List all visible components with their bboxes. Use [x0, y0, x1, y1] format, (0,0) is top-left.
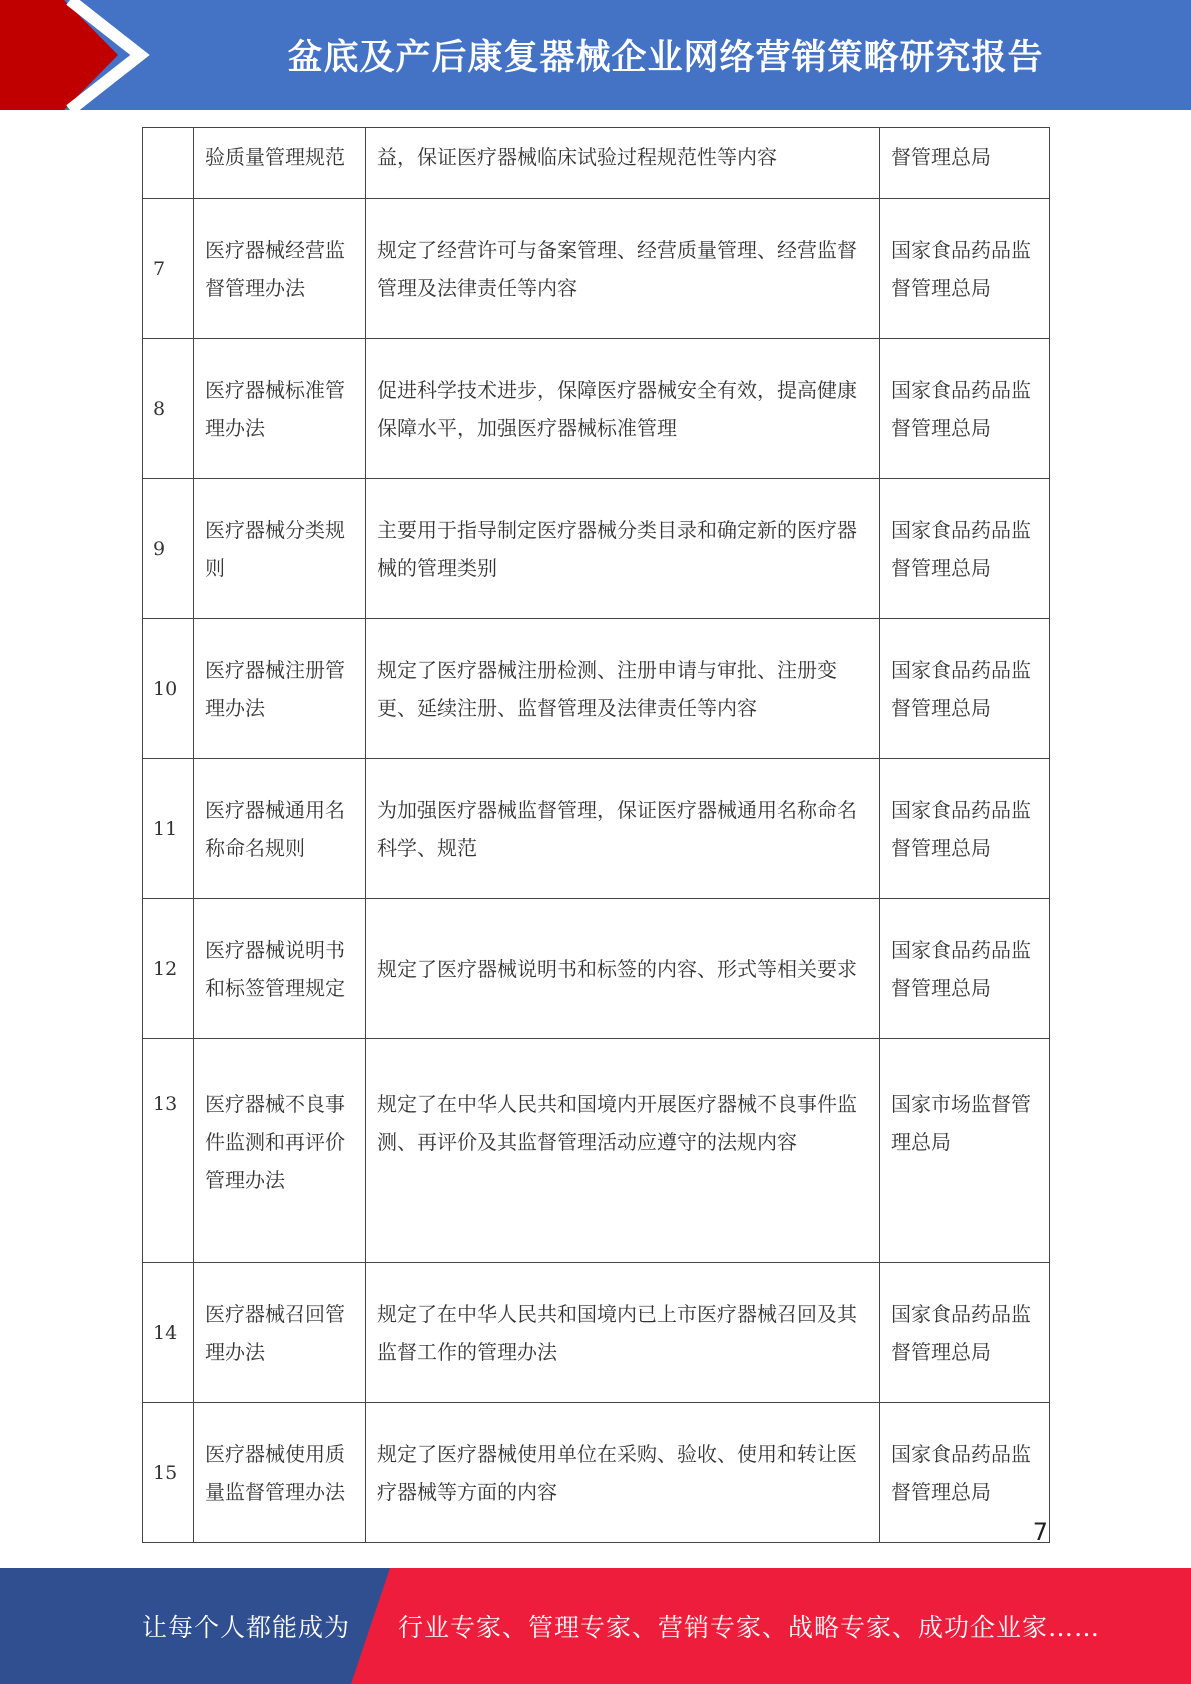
issuing-authority: 国家食品药品监督管理总局 — [880, 339, 1050, 479]
row-number: 11 — [143, 759, 194, 899]
table-row — [143, 1263, 1050, 1403]
row-number: 9 — [143, 479, 194, 619]
issuing-authority: 国家食品药品监督管理总局 — [880, 479, 1050, 619]
regulation-name: 医疗器械不良事件监测和再评价管理办法 — [194, 1039, 366, 1263]
table-row — [143, 339, 1050, 479]
page-header — [0, 0, 1191, 110]
table-row — [143, 479, 1050, 619]
regulation-content: 规定了在中华人民共和国境内已上市医疗器械召回及其监督工作的管理办法 — [366, 1263, 880, 1403]
table-row — [143, 199, 1050, 339]
regulation-content: 益，保证医疗器械临床试验过程规范性等内容 — [366, 128, 880, 199]
regulation-name: 医疗器械召回管理办法 — [194, 1263, 366, 1403]
table-row — [143, 1039, 1050, 1263]
issuing-authority: 国家食品药品监督管理总局 — [880, 899, 1050, 1039]
issuing-authority: 国家食品药品监督管理总局 — [880, 619, 1050, 759]
footer-slogan-roles: 行业专家、管理专家、营销专家、战略专家、成功企业家…… — [398, 1613, 1101, 1642]
regulation-content: 主要用于指导制定医疗器械分类目录和确定新的医疗器械的管理类别 — [366, 479, 880, 619]
regulation-name: 医疗器械说明书和标签管理规定 — [194, 899, 366, 1039]
page-footer — [0, 1568, 1191, 1684]
regulation-content: 规定了经营许可与备案管理、经营质量管理、经营监督管理及法律责任等内容 — [366, 199, 880, 339]
issuing-authority: 国家食品药品监督管理总局 — [880, 759, 1050, 899]
table-row — [143, 1403, 1050, 1543]
regulation-content: 规定了医疗器械注册检测、注册申请与审批、注册变更、延续注册、监督管理及法律责任等内容 — [366, 619, 880, 759]
row-number: 12 — [143, 899, 194, 1039]
issuing-authority: 督管理总局 — [880, 128, 1050, 199]
regulation-name: 医疗器械分类规则 — [194, 479, 366, 619]
issuing-authority: 国家食品药品监督管理总局 — [880, 1263, 1050, 1403]
regulation-content: 为加强医疗器械监督管理，保证医疗器械通用名称命名科学、规范 — [366, 759, 880, 899]
row-number: 14 — [143, 1263, 194, 1403]
regulation-name: 验质量管理规范 — [194, 128, 366, 199]
regulation-name: 医疗器械使用质量监督管理办法 — [194, 1403, 366, 1543]
regulations-table — [142, 127, 1050, 1543]
issuing-authority: 国家市场监督管理总局 — [880, 1039, 1050, 1263]
regulation-content: 规定了医疗器械说明书和标签的内容、形式等相关要求 — [366, 899, 880, 1039]
header-title: 盆底及产后康复器械企业网络营销策略研究报告 — [287, 38, 1044, 78]
table-row — [143, 619, 1050, 759]
row-number: 10 — [143, 619, 194, 759]
row-number: 13 — [143, 1039, 194, 1263]
table-row — [143, 759, 1050, 899]
footer-slogan-lead: 让每个人都能成为 — [142, 1613, 351, 1642]
table-row — [143, 899, 1050, 1039]
row-number: 7 — [143, 199, 194, 339]
issuing-authority: 国家食品药品监督管理总局 — [880, 1403, 1050, 1543]
row-number — [143, 128, 194, 199]
regulation-name: 医疗器械通用名称命名规则 — [194, 759, 366, 899]
regulation-content: 规定了医疗器械使用单位在采购、验收、使用和转让医疗器械等方面的内容 — [366, 1403, 880, 1543]
page-number: 7 — [1032, 1518, 1048, 1546]
header-chevron-icon — [0, 0, 160, 110]
regulation-content: 规定了在中华人民共和国境内开展医疗器械不良事件监测、再评价及其监督管理活动应遵守的法规内容 — [366, 1039, 880, 1263]
row-number: 15 — [143, 1403, 194, 1543]
issuing-authority: 国家食品药品监督管理总局 — [880, 199, 1050, 339]
regulation-content: 促进科学技术进步，保障医疗器械安全有效，提高健康保障水平，加强医疗器械标准管理 — [366, 339, 880, 479]
regulation-name: 医疗器械经营监督管理办法 — [194, 199, 366, 339]
row-number: 8 — [143, 339, 194, 479]
table-row — [143, 128, 1050, 199]
regulation-name: 医疗器械注册管理办法 — [194, 619, 366, 759]
regulation-name: 医疗器械标准管理办法 — [194, 339, 366, 479]
